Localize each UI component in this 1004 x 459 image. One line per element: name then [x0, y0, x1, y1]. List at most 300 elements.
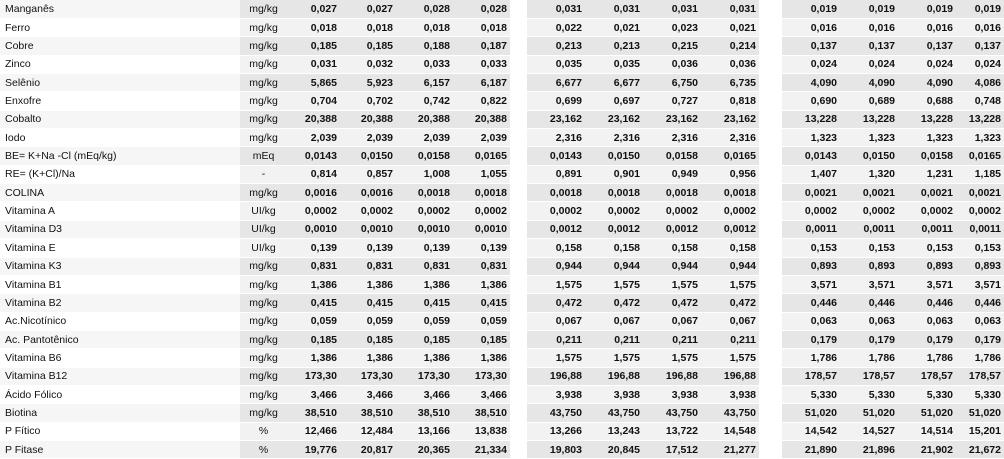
- row-unit: mg/kg: [240, 386, 287, 404]
- value-cell: 173,30: [396, 367, 453, 385]
- value-cell: 0,021: [585, 18, 643, 36]
- column-gap: [510, 422, 527, 440]
- value-cell: 0,0021: [956, 184, 1004, 202]
- value-cell: 1,575: [527, 349, 585, 367]
- value-cell: 4,086: [956, 73, 1004, 91]
- row-label: Vitamina A: [0, 202, 240, 220]
- value-cell: 0,067: [527, 312, 585, 330]
- value-cell: 0,0002: [840, 202, 898, 220]
- row-unit: mg/kg: [240, 257, 287, 275]
- value-cell: 19,776: [287, 441, 340, 459]
- value-cell: 0,153: [840, 239, 898, 257]
- value-cell: 2,039: [453, 129, 510, 147]
- value-cell: 1,386: [396, 275, 453, 293]
- value-cell: 0,0012: [527, 220, 585, 238]
- column-gap: [759, 422, 782, 440]
- value-cell: 0,0165: [956, 147, 1004, 165]
- value-cell: 38,510: [340, 404, 396, 422]
- row-label: P Fitase: [0, 441, 240, 459]
- value-cell: 0,019: [956, 0, 1004, 18]
- value-cell: 20,388: [396, 110, 453, 128]
- value-cell: 0,028: [453, 0, 510, 18]
- value-cell: 0,211: [527, 330, 585, 348]
- table-row: [0, 404, 1004, 422]
- value-cell: 0,814: [287, 165, 340, 183]
- column-gap: [510, 275, 527, 293]
- value-cell: 0,0150: [340, 147, 396, 165]
- value-cell: 3,571: [840, 275, 898, 293]
- value-cell: 0,067: [585, 312, 643, 330]
- column-gap: [510, 441, 527, 459]
- value-cell: 6,677: [585, 73, 643, 91]
- value-cell: 3,466: [453, 386, 510, 404]
- value-cell: 5,330: [840, 386, 898, 404]
- column-gap: [759, 312, 782, 330]
- value-cell: 1,386: [453, 275, 510, 293]
- value-cell: 0,139: [287, 239, 340, 257]
- value-cell: 3,466: [396, 386, 453, 404]
- value-cell: 0,036: [643, 55, 701, 73]
- value-cell: 0,158: [585, 239, 643, 257]
- column-gap: [510, 404, 527, 422]
- row-label: BE= K+Na -Cl (mEq/kg): [0, 147, 240, 165]
- value-cell: 0,944: [701, 257, 759, 275]
- table-row: [0, 55, 1004, 73]
- row-unit: mg/kg: [240, 0, 287, 18]
- value-cell: 6,677: [527, 73, 585, 91]
- value-cell: 2,039: [396, 129, 453, 147]
- value-cell: 0,158: [527, 239, 585, 257]
- column-gap: [759, 184, 782, 202]
- value-cell: 0,0158: [898, 147, 956, 165]
- value-cell: 0,024: [782, 55, 840, 73]
- value-cell: 13,228: [956, 110, 1004, 128]
- column-gap: [510, 367, 527, 385]
- value-cell: 0,0002: [898, 202, 956, 220]
- value-cell: 0,0010: [287, 220, 340, 238]
- table-row: [0, 386, 1004, 404]
- value-cell: 0,0002: [287, 202, 340, 220]
- value-cell: 0,0018: [643, 184, 701, 202]
- value-cell: 1,575: [527, 275, 585, 293]
- value-cell: 0,0012: [701, 220, 759, 238]
- value-cell: 12,484: [340, 422, 396, 440]
- value-cell: 0,893: [840, 257, 898, 275]
- row-unit: mg/kg: [240, 37, 287, 55]
- row-unit: mEq: [240, 147, 287, 165]
- column-gap: [510, 18, 527, 36]
- value-cell: 0,032: [340, 55, 396, 73]
- column-gap: [510, 257, 527, 275]
- row-unit: mg/kg: [240, 330, 287, 348]
- row-unit: mg/kg: [240, 349, 287, 367]
- value-cell: 0,944: [527, 257, 585, 275]
- value-cell: 4,090: [782, 73, 840, 91]
- value-cell: 13,838: [453, 422, 510, 440]
- value-cell: 0,472: [701, 294, 759, 312]
- value-cell: 0,031: [701, 0, 759, 18]
- value-cell: 1,185: [956, 165, 1004, 183]
- value-cell: 51,020: [898, 404, 956, 422]
- value-cell: 13,228: [840, 110, 898, 128]
- value-cell: 0,019: [840, 0, 898, 18]
- value-cell: 20,365: [396, 441, 453, 459]
- value-cell: 0,153: [898, 239, 956, 257]
- value-cell: 0,0158: [396, 147, 453, 165]
- value-cell: 20,388: [287, 110, 340, 128]
- row-unit: UI/kg: [240, 202, 287, 220]
- value-cell: 0,059: [287, 312, 340, 330]
- value-cell: 20,817: [340, 441, 396, 459]
- value-cell: 0,158: [643, 239, 701, 257]
- table-row: [0, 92, 1004, 110]
- column-gap: [510, 165, 527, 183]
- value-cell: 1,386: [340, 275, 396, 293]
- value-cell: 0,185: [340, 330, 396, 348]
- value-cell: 0,067: [701, 312, 759, 330]
- value-cell: 178,57: [898, 367, 956, 385]
- value-cell: 0,215: [643, 37, 701, 55]
- value-cell: 0,063: [782, 312, 840, 330]
- value-cell: 0,031: [643, 0, 701, 18]
- value-cell: 0,0165: [453, 147, 510, 165]
- value-cell: 0,702: [340, 92, 396, 110]
- value-cell: 0,024: [840, 55, 898, 73]
- value-cell: 0,0018: [585, 184, 643, 202]
- value-cell: 0,019: [898, 0, 956, 18]
- row-label: Enxofre: [0, 92, 240, 110]
- value-cell: 13,722: [643, 422, 701, 440]
- value-cell: 0,818: [701, 92, 759, 110]
- value-cell: 0,0010: [453, 220, 510, 238]
- value-cell: 38,510: [287, 404, 340, 422]
- value-cell: 0,0002: [956, 202, 1004, 220]
- row-label: COLINA: [0, 184, 240, 202]
- column-gap: [510, 349, 527, 367]
- value-cell: 0,0012: [643, 220, 701, 238]
- column-gap: [510, 330, 527, 348]
- value-cell: 5,330: [898, 386, 956, 404]
- value-cell: 1,323: [840, 129, 898, 147]
- value-cell: 1,320: [840, 165, 898, 183]
- value-cell: 0,035: [527, 55, 585, 73]
- value-cell: 0,0158: [643, 147, 701, 165]
- column-gap: [759, 0, 782, 18]
- value-cell: 0,016: [956, 18, 1004, 36]
- value-cell: 0,0021: [898, 184, 956, 202]
- value-cell: 5,330: [956, 386, 1004, 404]
- table-row: [0, 110, 1004, 128]
- value-cell: 0,019: [782, 0, 840, 18]
- column-gap: [759, 330, 782, 348]
- value-cell: 0,0012: [585, 220, 643, 238]
- column-gap: [510, 129, 527, 147]
- value-cell: 0,063: [898, 312, 956, 330]
- table-row: [0, 18, 1004, 36]
- table-row: [0, 220, 1004, 238]
- column-gap: [510, 92, 527, 110]
- value-cell: 0,415: [340, 294, 396, 312]
- value-cell: 0,137: [956, 37, 1004, 55]
- row-label: Vitamina K3: [0, 257, 240, 275]
- table-row: [0, 37, 1004, 55]
- value-cell: 3,571: [898, 275, 956, 293]
- column-gap: [759, 73, 782, 91]
- value-cell: 1,407: [782, 165, 840, 183]
- column-gap: [510, 184, 527, 202]
- value-cell: 1,008: [396, 165, 453, 183]
- value-cell: 0,179: [840, 330, 898, 348]
- value-cell: 0,211: [643, 330, 701, 348]
- value-cell: 0,211: [585, 330, 643, 348]
- value-cell: 0,0150: [840, 147, 898, 165]
- column-gap: [510, 37, 527, 55]
- column-gap: [759, 110, 782, 128]
- table-row: [0, 367, 1004, 385]
- value-cell: 1,386: [453, 349, 510, 367]
- column-gap: [759, 202, 782, 220]
- row-label: Vitamina B1: [0, 275, 240, 293]
- value-cell: 0,0018: [396, 184, 453, 202]
- column-gap: [510, 147, 527, 165]
- row-label: Ferro: [0, 18, 240, 36]
- value-cell: 0,831: [287, 257, 340, 275]
- table-row: [0, 0, 1004, 18]
- value-cell: 1,786: [956, 349, 1004, 367]
- column-gap: [759, 18, 782, 36]
- value-cell: 0,415: [287, 294, 340, 312]
- value-cell: 0,0016: [287, 184, 340, 202]
- value-cell: 178,57: [840, 367, 898, 385]
- value-cell: 0,893: [898, 257, 956, 275]
- column-gap: [759, 220, 782, 238]
- table-row: [0, 147, 1004, 165]
- row-unit: %: [240, 422, 287, 440]
- value-cell: 196,88: [701, 367, 759, 385]
- row-unit: mg/kg: [240, 110, 287, 128]
- row-unit: mg/kg: [240, 18, 287, 36]
- value-cell: 0,472: [585, 294, 643, 312]
- value-cell: 178,57: [782, 367, 840, 385]
- value-cell: 0,944: [643, 257, 701, 275]
- value-cell: 0,022: [527, 18, 585, 36]
- value-cell: 0,187: [453, 37, 510, 55]
- value-cell: 196,88: [643, 367, 701, 385]
- column-gap: [759, 147, 782, 165]
- row-unit: mg/kg: [240, 312, 287, 330]
- value-cell: 0,0002: [340, 202, 396, 220]
- value-cell: 0,185: [287, 330, 340, 348]
- value-cell: 1,386: [287, 349, 340, 367]
- value-cell: 173,30: [453, 367, 510, 385]
- row-label: Manganês: [0, 0, 240, 18]
- value-cell: 3,571: [782, 275, 840, 293]
- value-cell: 20,845: [585, 441, 643, 459]
- column-gap: [510, 386, 527, 404]
- value-cell: 0,0021: [782, 184, 840, 202]
- value-cell: 6,735: [701, 73, 759, 91]
- value-cell: 0,024: [956, 55, 1004, 73]
- row-label: Ac. Pantotênico: [0, 330, 240, 348]
- value-cell: 0,033: [396, 55, 453, 73]
- table-row: [0, 165, 1004, 183]
- column-gap: [510, 110, 527, 128]
- row-unit: %: [240, 441, 287, 459]
- value-cell: 0,901: [585, 165, 643, 183]
- value-cell: 0,822: [453, 92, 510, 110]
- table-row: [0, 73, 1004, 91]
- value-cell: 0,153: [956, 239, 1004, 257]
- value-cell: 13,243: [585, 422, 643, 440]
- value-cell: 1,323: [898, 129, 956, 147]
- column-gap: [759, 55, 782, 73]
- value-cell: 0,0011: [782, 220, 840, 238]
- value-cell: 1,386: [287, 275, 340, 293]
- value-cell: 38,510: [396, 404, 453, 422]
- value-cell: 0,016: [840, 18, 898, 36]
- value-cell: 0,185: [453, 330, 510, 348]
- value-cell: 0,0002: [782, 202, 840, 220]
- value-cell: 0,697: [585, 92, 643, 110]
- value-cell: 51,020: [782, 404, 840, 422]
- value-cell: 1,386: [396, 349, 453, 367]
- value-cell: 1,323: [782, 129, 840, 147]
- value-cell: 38,510: [453, 404, 510, 422]
- value-cell: 0,0011: [898, 220, 956, 238]
- value-cell: 20,388: [453, 110, 510, 128]
- value-cell: 0,893: [956, 257, 1004, 275]
- value-cell: 19,803: [527, 441, 585, 459]
- value-cell: 1,786: [898, 349, 956, 367]
- row-unit: mg/kg: [240, 55, 287, 73]
- row-unit: mg/kg: [240, 367, 287, 385]
- value-cell: 0,137: [898, 37, 956, 55]
- table-row: [0, 257, 1004, 275]
- row-unit: mg/kg: [240, 404, 287, 422]
- value-cell: 0,0018: [527, 184, 585, 202]
- row-unit: mg/kg: [240, 73, 287, 91]
- column-gap: [759, 37, 782, 55]
- value-cell: 0,185: [396, 330, 453, 348]
- value-cell: 51,020: [840, 404, 898, 422]
- value-cell: 2,039: [287, 129, 340, 147]
- row-unit: mg/kg: [240, 92, 287, 110]
- value-cell: 1,575: [585, 275, 643, 293]
- row-unit: -: [240, 165, 287, 183]
- value-cell: 0,446: [840, 294, 898, 312]
- value-cell: 5,923: [340, 73, 396, 91]
- value-cell: 14,514: [898, 422, 956, 440]
- value-cell: 0,137: [840, 37, 898, 55]
- value-cell: 0,016: [898, 18, 956, 36]
- value-cell: 0,0150: [585, 147, 643, 165]
- value-cell: 4,090: [898, 73, 956, 91]
- value-cell: 1,575: [701, 275, 759, 293]
- value-cell: 3,938: [527, 386, 585, 404]
- column-gap: [759, 349, 782, 367]
- value-cell: 43,750: [643, 404, 701, 422]
- value-cell: 0,018: [453, 18, 510, 36]
- value-cell: 15,201: [956, 422, 1004, 440]
- value-cell: 0,139: [453, 239, 510, 257]
- value-cell: 0,742: [396, 92, 453, 110]
- value-cell: 0,831: [396, 257, 453, 275]
- value-cell: 0,0002: [701, 202, 759, 220]
- value-cell: 0,063: [840, 312, 898, 330]
- row-label: P Fítico: [0, 422, 240, 440]
- row-unit: mg/kg: [240, 129, 287, 147]
- value-cell: 13,228: [898, 110, 956, 128]
- value-cell: 0,067: [643, 312, 701, 330]
- value-cell: 0,024: [898, 55, 956, 73]
- value-cell: 3,571: [956, 275, 1004, 293]
- value-cell: 0,0002: [643, 202, 701, 220]
- value-cell: 0,213: [527, 37, 585, 55]
- value-cell: 0,0018: [453, 184, 510, 202]
- value-cell: 0,0002: [396, 202, 453, 220]
- value-cell: 1,055: [453, 165, 510, 183]
- value-cell: 1,786: [840, 349, 898, 367]
- value-cell: 196,88: [527, 367, 585, 385]
- value-cell: 1,575: [643, 349, 701, 367]
- value-cell: 13,266: [527, 422, 585, 440]
- value-cell: 13,228: [782, 110, 840, 128]
- value-cell: 14,542: [782, 422, 840, 440]
- row-unit: mg/kg: [240, 275, 287, 293]
- table-row: [0, 202, 1004, 220]
- value-cell: 0,214: [701, 37, 759, 55]
- value-cell: 0,857: [340, 165, 396, 183]
- value-cell: 2,316: [643, 129, 701, 147]
- table-row: [0, 349, 1004, 367]
- column-gap: [759, 92, 782, 110]
- value-cell: 1,231: [898, 165, 956, 183]
- value-cell: 0,893: [782, 257, 840, 275]
- value-cell: 0,185: [287, 37, 340, 55]
- value-cell: 4,090: [840, 73, 898, 91]
- value-cell: 0,188: [396, 37, 453, 55]
- value-cell: 0,415: [396, 294, 453, 312]
- table-row: [0, 422, 1004, 440]
- value-cell: 0,0002: [527, 202, 585, 220]
- table-row: [0, 275, 1004, 293]
- value-cell: 14,548: [701, 422, 759, 440]
- value-cell: 3,938: [643, 386, 701, 404]
- value-cell: 5,865: [287, 73, 340, 91]
- column-gap: [759, 386, 782, 404]
- value-cell: 0,179: [782, 330, 840, 348]
- value-cell: 23,162: [643, 110, 701, 128]
- column-gap: [759, 239, 782, 257]
- value-cell: 43,750: [701, 404, 759, 422]
- value-cell: 0,704: [287, 92, 340, 110]
- value-cell: 23,162: [701, 110, 759, 128]
- value-cell: 21,896: [840, 441, 898, 459]
- column-gap: [759, 165, 782, 183]
- value-cell: 0,891: [527, 165, 585, 183]
- value-cell: 6,187: [453, 73, 510, 91]
- row-label: Selênio: [0, 73, 240, 91]
- value-cell: 0,0143: [527, 147, 585, 165]
- value-cell: 6,157: [396, 73, 453, 91]
- value-cell: 0,139: [396, 239, 453, 257]
- value-cell: 0,137: [782, 37, 840, 55]
- value-cell: 2,316: [527, 129, 585, 147]
- value-cell: 0,158: [701, 239, 759, 257]
- value-cell: 0,139: [340, 239, 396, 257]
- value-cell: 0,0165: [701, 147, 759, 165]
- value-cell: 178,57: [956, 367, 1004, 385]
